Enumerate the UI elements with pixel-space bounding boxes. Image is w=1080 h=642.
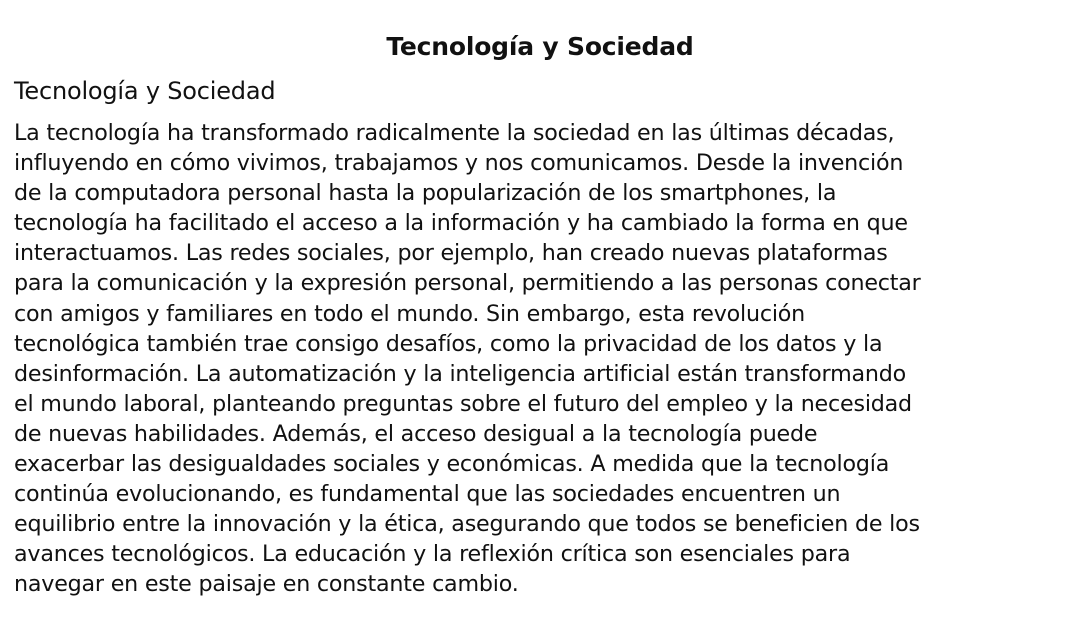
body-line: La tecnología ha transformado radicalmente la sociedad en las últimas décadas, [14, 120, 895, 146]
body-line: exacerbar las desigualdades sociales y económicas. A medida que la tecnología [14, 451, 890, 478]
body-line: de nuevas habilidades. Además, el acceso desigual a la tecnología puede [14, 420, 818, 447]
body-line: influyendo en cómo vivimos, trabajamos y nos comunicamos. Desde la invención [14, 150, 904, 177]
body-line: continúa evolucionando, es fundamental que las sociedades encuentren un [14, 481, 841, 508]
body-line: equilibrio entre la innovación y la ética, asegurando que todos se beneficien de los [14, 511, 920, 538]
section-heading: Tecnología y Sociedad [14, 77, 276, 105]
body-line: desinformación. La automatización y la inteligencia artificial están transformando [14, 360, 907, 387]
page-title: Tecnología y Sociedad [386, 32, 694, 61]
body-paragraph [14, 118, 1066, 600]
body-line: interactuamos. Las redes sociales, por ejemplo, han creado nuevas plataformas [14, 240, 888, 267]
body-line: para la comunicación y la expresión personal, permitiendo a las personas conectar [14, 270, 921, 297]
body-line: de la computadora personal hasta la popularización de los smartphones, la [14, 180, 837, 207]
body-line: navegar en este paisaje en constante cambio. [14, 571, 519, 598]
body-line: avances tecnológicos. La educación y la reflexión crítica son esenciales para [14, 541, 851, 568]
body-line: tecnología ha facilitado el acceso a la información y ha cambiado la forma en que [14, 210, 908, 237]
body-line: el mundo laboral, planteando preguntas sobre el futuro del empleo y la necesidad [14, 390, 912, 417]
body-line: con amigos y familiares en todo el mundo. Sin embargo, esta revolución [14, 300, 806, 327]
body-line: tecnológica también trae consigo desafíos, como la privacidad de los datos y la [14, 330, 883, 357]
